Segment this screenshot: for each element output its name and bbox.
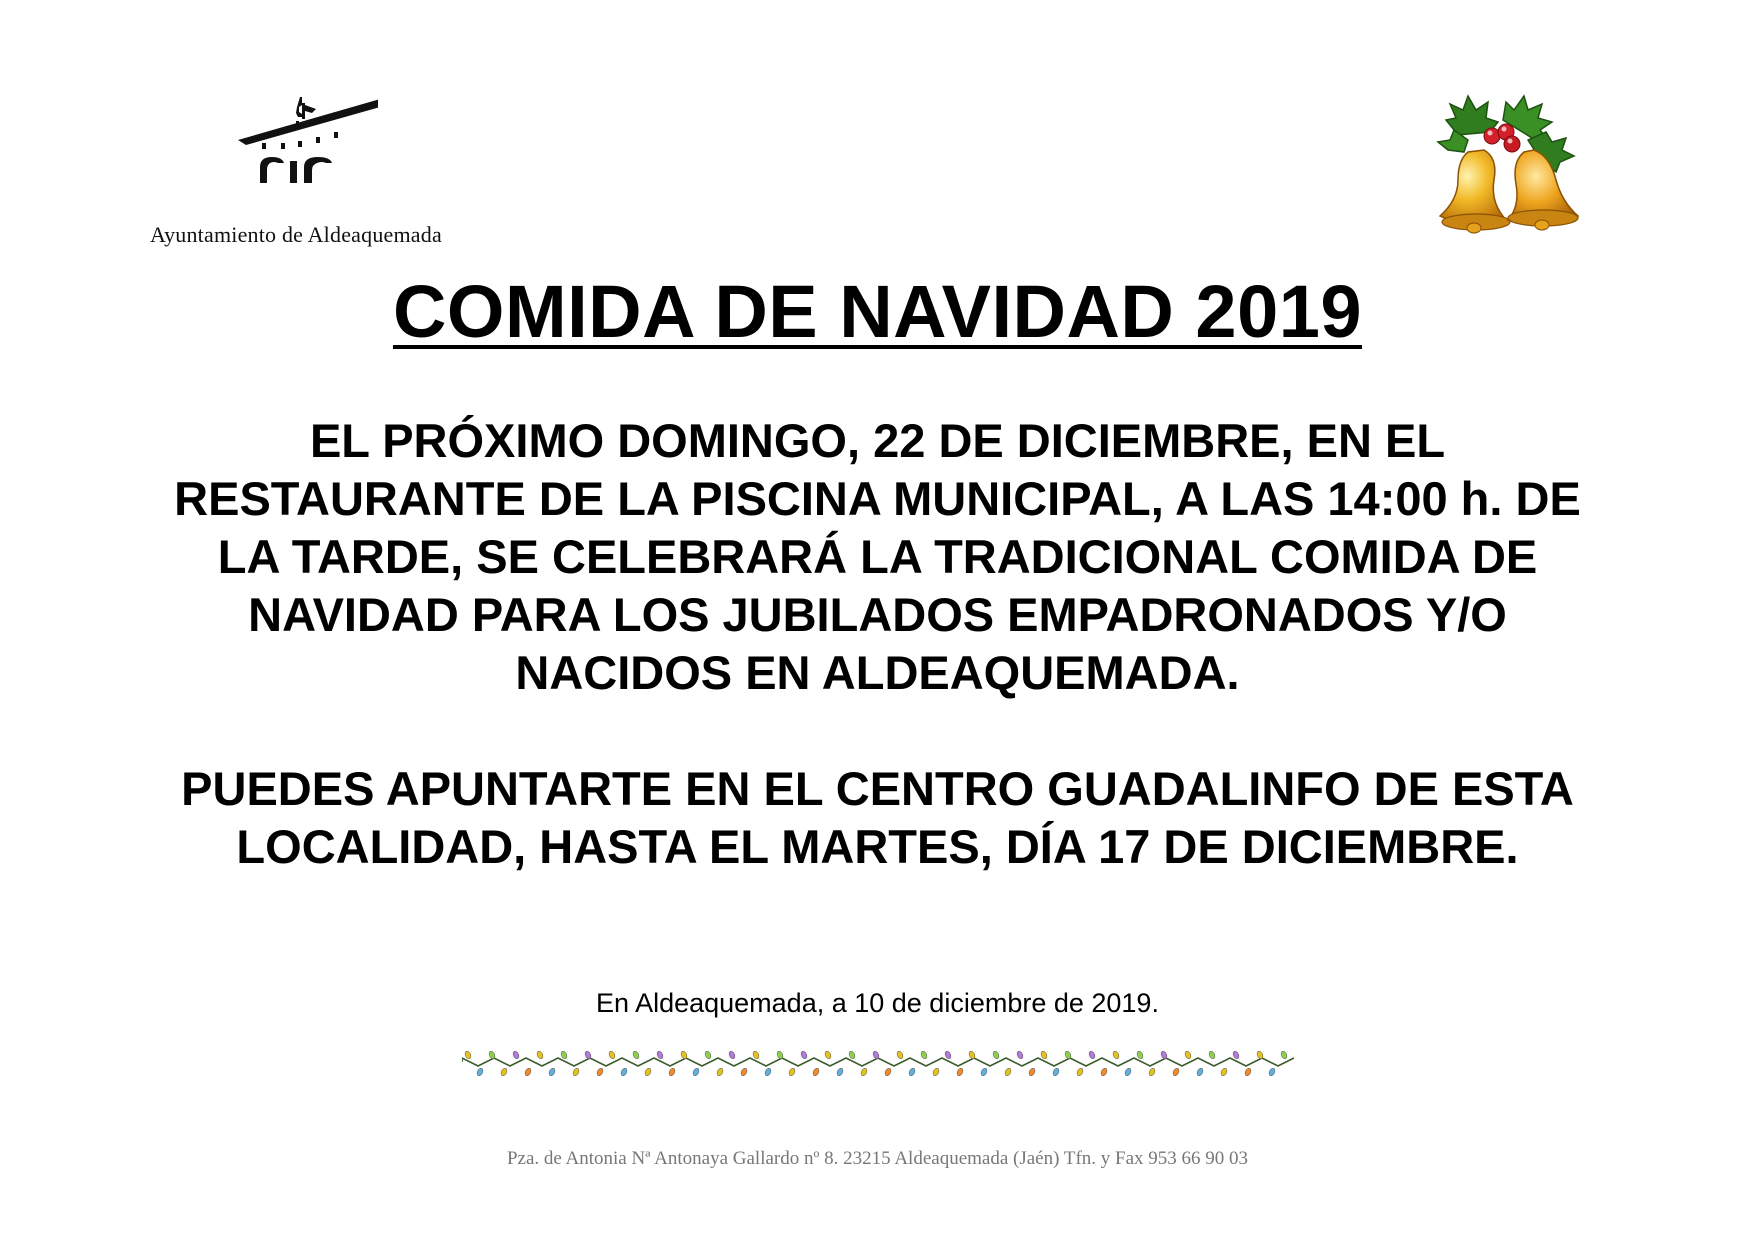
light-bulb [548,1067,556,1076]
light-bulb [860,1067,868,1076]
light-bulb [1184,1050,1192,1059]
light-bulb [1016,1050,1024,1059]
light-bulb [884,1067,892,1076]
christmas-bells-icon [1428,80,1598,250]
light-bulb [1196,1067,1204,1076]
christmas-lights-decoration [462,1050,1294,1091]
footer-address: Pza. de Antonia Nª Antonaya Gallardo nº 8. 23215 Aldeaquemada (Jaén) Tfn. y Fax 953 66 90 03 [506,1148,1249,1169]
light-bulb [764,1067,772,1076]
light-bulb [1100,1067,1108,1076]
light-bulb [956,1067,964,1076]
light-bulb [800,1050,808,1059]
light-bulb [896,1050,904,1059]
logo-caption: Ayuntamiento de Aldeaquemada [150,222,442,247]
light-bulb [728,1050,736,1059]
light-bulb [1040,1050,1048,1059]
light-bulb [1124,1067,1132,1076]
light-bulb [812,1067,820,1076]
light-bulb [920,1050,928,1059]
light-bulb [704,1050,712,1059]
light-bulb [1208,1050,1216,1059]
registration-paragraph: PUEDES APUNTARTE EN EL CENTRO GUADALINFO DE ESTA LOCALIDAD, HASTA EL MARTES, DÍA 17 DE DICIEMBRE. [181,762,1574,873]
light-bulb [572,1067,580,1076]
town-hall-emblem-icon [238,95,378,207]
light-bulb [1172,1067,1180,1076]
light-bulb [992,1050,1000,1059]
light-bulb [1088,1050,1096,1059]
light-bulb [476,1067,484,1076]
light-bulb [1280,1050,1288,1059]
date-line: En Aldeaquemada, a 10 de diciembre de 2019. [596,988,1159,1018]
light-bulb [608,1050,616,1059]
christmas-bells-decoration [1428,80,1598,255]
light-bulb [824,1050,832,1059]
light-bulb [1112,1050,1120,1059]
light-bulb [908,1067,916,1076]
light-bulb [944,1050,952,1059]
page-title-text: COMIDA DE NAVIDAD 2019 [392,270,1363,353]
light-bulb [524,1067,532,1076]
light-bulb [848,1050,856,1059]
light-bulb [1136,1050,1144,1059]
light-bulb [932,1067,940,1076]
light-bulb [632,1050,640,1059]
christmas-lights-icon [462,1050,1294,1086]
light-bulb [620,1067,628,1076]
light-bulb [1076,1067,1084,1076]
light-bulb [668,1067,676,1076]
light-bulb [1052,1067,1060,1076]
light-bulb [716,1067,724,1076]
light-bulb [560,1050,568,1059]
light-bulb [1220,1067,1228,1076]
light-bulb [1268,1067,1276,1076]
light-bulb [500,1067,508,1076]
light-bulb [1232,1050,1240,1059]
light-bulb [536,1050,544,1059]
light-bulb [1244,1067,1252,1076]
town-hall-logo [150,95,490,250]
announcement-paragraph: EL PRÓXIMO DOMINGO, 22 DE DICIEMBRE, EN EL RESTAURANTE DE LA PISCINA MUNICIPAL, A LAS 14:00 h. DE LA TARDE, SE CELEBRARÁ LA TRADICIONAL COMIDA DE NAVIDAD PARA LOS JUBILADOS EMPADRONADOS Y/O NACIDOS EN ALDEAQUEMADA. [174,414,1581,699]
light-bulb [656,1050,664,1059]
light-bulb [788,1067,796,1076]
page-title [0,268,1755,356]
light-bulb [464,1050,472,1059]
light-bulb [740,1067,748,1076]
light-bulb [512,1050,520,1059]
light-bulb [836,1067,844,1076]
light-bulb [1028,1067,1036,1076]
light-bulb [596,1067,604,1076]
light-bulb [980,1067,988,1076]
light-bulb [752,1050,760,1059]
light-bulb [644,1067,652,1076]
light-bulb [692,1067,700,1076]
light-bulb [1148,1067,1156,1076]
light-bulb [1004,1067,1012,1076]
